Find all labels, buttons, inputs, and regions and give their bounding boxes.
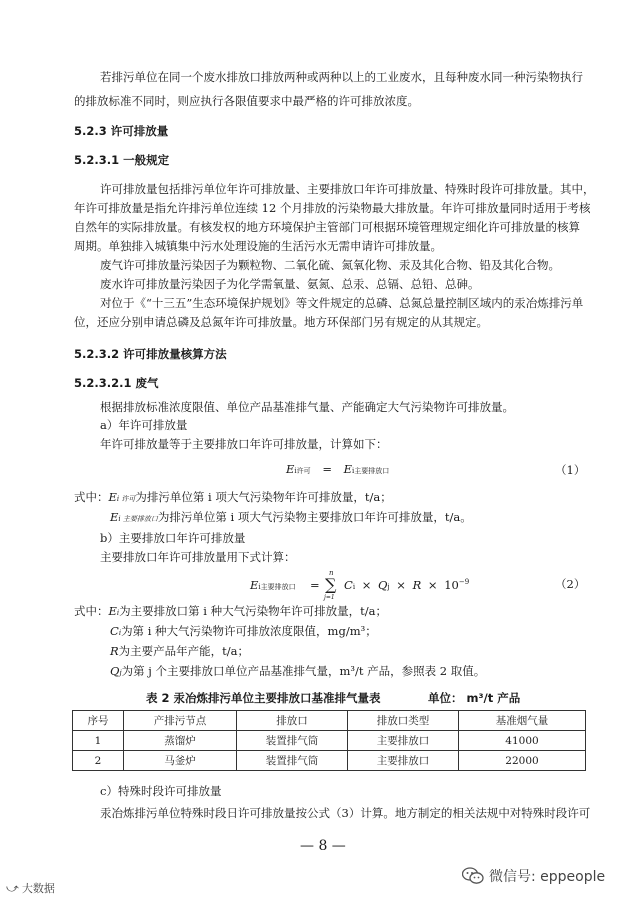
where-text: 为排污单位第 i 项大气污染物年许可排放量，t/a； — [135, 490, 392, 504]
eq2-lhs: E — [250, 578, 259, 592]
paragraph-line: 周期。单独排入城镇集中污水处理设施的生活污水无需申请许可排放量。 — [74, 239, 442, 253]
eq2-sum-upper: n — [329, 569, 334, 577]
symbol: E — [110, 510, 119, 524]
eq2-equals: = — [310, 578, 320, 592]
paragraph-line: 位，还应分别申请总磷及总氮年许可排放量。地方环保部门另有规定的从其规定。 — [74, 315, 488, 329]
table-header-cell: 排放口 — [237, 711, 348, 731]
equation-number: （1） — [555, 463, 586, 477]
table-cell: 主要排放口 — [348, 751, 459, 771]
where-prefix: 式中： — [74, 604, 109, 618]
section-heading: 5.2.3.2.1 废气 — [74, 376, 159, 390]
eq2-power-exp: −9 — [458, 578, 470, 587]
eq2-times: × — [361, 578, 372, 592]
where-text: 为主要排放口第 i 种大气污染物年许可排放量，t/a； — [119, 604, 387, 618]
symbol-sub: i — [116, 609, 120, 617]
table-cell: 主要排放口 — [348, 731, 459, 751]
table-header-cell: 产排污节点 — [124, 711, 237, 731]
where-line — [74, 490, 392, 506]
paragraph-line: 对位于《“十三五”生态环境保护规划》等文件规定的总磷、总氮总量控制区域内的汞冶炼排污单 — [100, 296, 584, 310]
paragraph-line: 自然年的实际排放量。有核发权的地方环境保护主管部门可根据环境管理规定细化许可排放量的核算 — [74, 220, 580, 234]
eq2-times: × — [396, 578, 406, 592]
eq1-rhs: E — [343, 462, 353, 476]
symbol-sub: j — [119, 669, 122, 677]
eq2-rhs-wrap — [344, 578, 469, 592]
table-cell: 马釜炉 — [124, 751, 237, 771]
paragraph-line: 年许可排放量等于主要排放口年许可排放量，计算如下： — [100, 437, 388, 451]
paragraph-line: 汞冶炼排污单位特殊时段日许可排放量按公式（3）计算。地方制定的相关法规中对特殊时段许可 — [100, 806, 591, 820]
where-prefix: 式中： — [74, 490, 109, 504]
eq2-c-sub: i — [352, 583, 356, 591]
symbol: E — [108, 490, 117, 504]
symbol-sub: i 许可 — [116, 495, 136, 503]
table-header-cell: 排放口类型 — [348, 711, 459, 731]
section-heading: 5.2.3.2 许可排放量核算方法 — [74, 347, 227, 361]
eq2-sum-lower: j=1 — [324, 594, 335, 601]
paragraph-line: 根据排放标准浓度限值、单位产品基准排气量、产能确定大气污染物许可排放量。 — [100, 400, 514, 414]
table-cell: 1 — [73, 731, 124, 751]
watermark-right — [462, 866, 605, 886]
eq2-power-base: 10 — [444, 578, 459, 592]
eq2-sum-sign: ∑ — [325, 575, 337, 594]
paragraph-line: c）特殊时段许可排放量 — [100, 784, 222, 798]
eq2-times: × — [427, 578, 438, 592]
symbol: Q — [110, 664, 120, 678]
eq1-lhs: E — [286, 462, 295, 476]
table-cell: 41000 — [459, 731, 586, 751]
table-cell: 装置排气筒 — [237, 731, 348, 751]
watermark-left-text: 大数据 — [21, 882, 55, 895]
equation-number: （2） — [555, 577, 586, 591]
table-caption: 表 2 汞冶炼排污单位主要排放口基准排气量表 — [146, 691, 381, 705]
symbol: R — [110, 644, 119, 658]
table-cell: 装置排气筒 — [237, 751, 348, 771]
eq2-lhs-sub: i主要排放口 — [258, 583, 296, 591]
eq2-r: R — [412, 578, 422, 592]
eq1-lhs-sub: i许可 — [294, 467, 311, 475]
where-text: 为第 j 个主要排放口单位产品基准排气量，m³/t 产品，参照表 2 取值。 — [121, 664, 486, 678]
symbol-sub: i 主要排放口 — [118, 515, 158, 523]
eq2-q-sub: j — [387, 583, 390, 591]
page-number: — 8 — — [300, 838, 346, 854]
paragraph-line: b）主要排放口年许可排放量 — [100, 531, 246, 545]
table-row — [73, 751, 586, 771]
table-cell: 22000 — [459, 751, 586, 771]
watermark-left — [6, 880, 55, 896]
where-text: 为主要产品年产能，t/a； — [118, 644, 250, 658]
where-line — [110, 644, 249, 658]
paragraph-line: 废水许可排放量污染因子为化学需氧量、氨氮、总汞、总镉、总铅、总砷。 — [100, 277, 480, 291]
eq2-lhs-wrap — [250, 578, 296, 592]
paragraph-line: 若排污单位在同一个废水排放口排放两种或两种以上的工业废水，且每种废水同一种污染物执行 — [100, 70, 583, 84]
where-line — [110, 510, 472, 526]
where-line — [110, 664, 485, 680]
eq1-rhs-sub: i主要排放口 — [352, 467, 390, 475]
where-text: 为排污单位第 i 项大气污染物主要排放口年许可排放量，t/a。 — [157, 510, 472, 524]
table-unit: 单位： m³/t 产品 — [428, 691, 521, 705]
table-header-row — [73, 711, 586, 731]
table-header-cell: 基准烟气量 — [459, 711, 586, 731]
paragraph-line: 年许可排放量是指允许排污单位连续 12 个月排放的污染物最大排放量。年许可排放量同时适用于考核 — [74, 201, 591, 215]
where-text: 为第 i 种大气污染物许可排放浓度限值，mg/m³； — [121, 624, 377, 638]
section-heading: 5.2.3 许可排放量 — [74, 124, 169, 138]
table-cell: 2 — [73, 751, 124, 771]
eq2-c: C — [344, 578, 353, 592]
paragraph-line: 许可排放量包括排污单位年许可排放量、主要排放口年许可排放量、特殊时段许可排放量。其中， — [100, 182, 595, 196]
eq1-equals: = — [322, 462, 332, 476]
symbol: C — [110, 624, 119, 638]
paragraph-line: 废气许可排放量污染因子为颗粒物、二氧化硫、氮氧化物、汞及其化合物、铅及其化合物。 — [100, 258, 560, 272]
paragraph-line: a）年许可排放量 — [100, 418, 188, 432]
table-header-cell: 序号 — [73, 711, 124, 731]
paragraph-line: 的排放标准不同时，则应执行各限值要求中最严格的许可排放浓度。 — [74, 94, 419, 108]
exhaust-volume-table — [72, 710, 586, 771]
section-heading: 5.2.3.1 一般规定 — [74, 153, 170, 167]
where-line — [74, 604, 387, 620]
share-icon: ⤻ — [6, 880, 19, 895]
watermark-right-text: 微信号: eppeople — [489, 869, 606, 885]
symbol: E — [108, 604, 117, 618]
equation-1 — [286, 462, 389, 476]
table-cell: 蒸馏炉 — [124, 731, 237, 751]
symbol-sub: i — [118, 629, 122, 637]
table-row — [73, 731, 586, 751]
where-line — [110, 624, 377, 640]
eq2-q: Q — [378, 578, 388, 592]
paragraph-line: 主要排放口年许可排放量用下式计算： — [100, 550, 296, 564]
wechat-icon — [462, 867, 484, 885]
